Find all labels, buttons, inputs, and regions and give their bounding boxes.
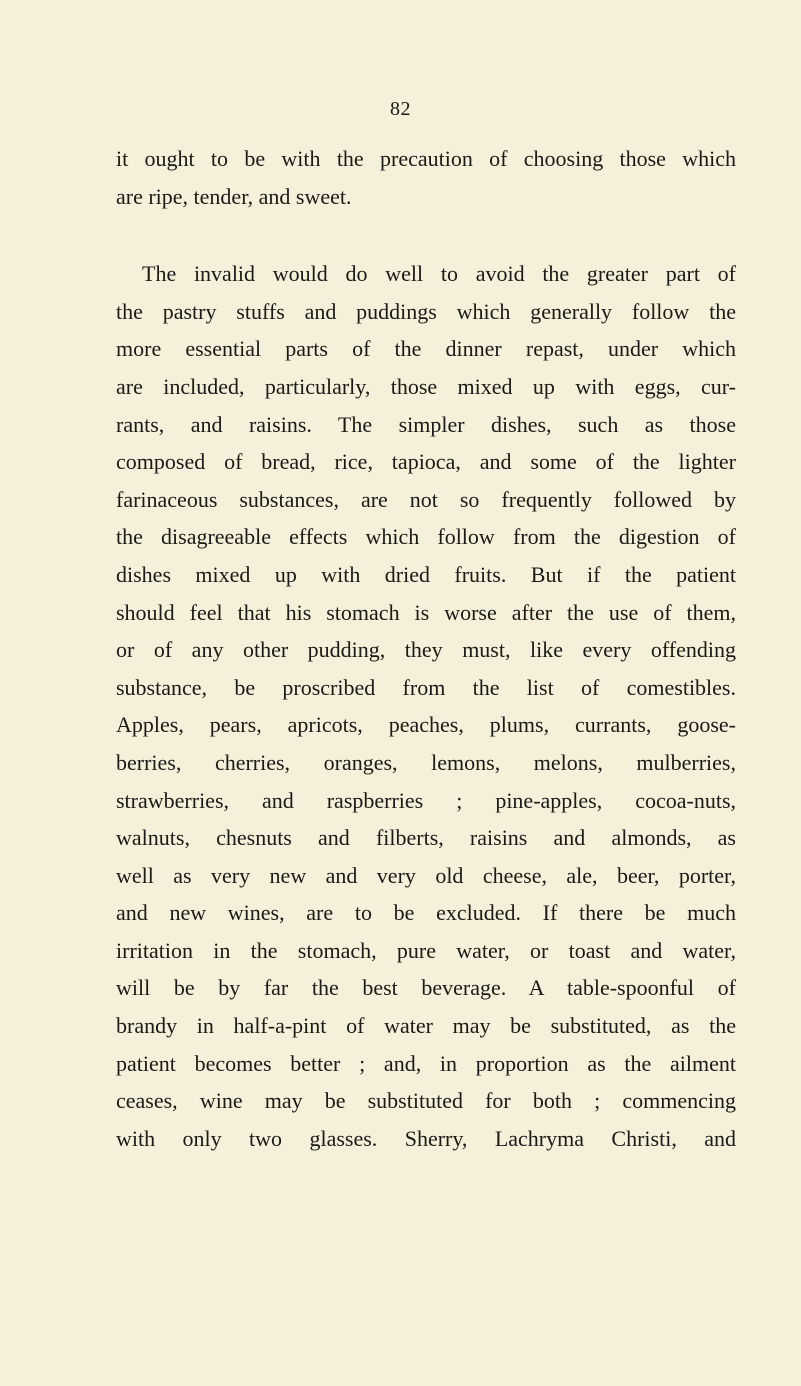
text-line: composed of bread, rice, tapioca, and some of the lighter	[116, 449, 736, 475]
text-line: berries, cherries, oranges, lemons, melons, mulberries,	[116, 749, 736, 775]
text-line: dishes mixed up with dried fruits. But if the patient	[116, 561, 736, 587]
text-line: should feel that his stomach is worse after the use of them,	[116, 599, 736, 625]
text-line: it ought to be with the precaution of choosing those which	[116, 146, 736, 171]
text-line: well as very new and very old cheese, ale, beer, porter,	[116, 862, 736, 888]
page-number: 82	[390, 98, 411, 120]
paragraph-2	[116, 255, 736, 1157]
text-line: will be by far the best beverage. A table-spoonful of	[116, 975, 736, 1001]
text-line: walnuts, chesnuts and filberts, raisins and almonds, as	[116, 825, 736, 851]
text-line: are ripe, tender, and sweet.	[116, 183, 352, 209]
text-line: are included, particularly, those mixed up with eggs, cur-	[116, 373, 736, 399]
text-line: and new wines, are to be excluded. If there be much	[116, 900, 736, 926]
text-line: The invalid would do well to avoid the greater part of	[142, 261, 736, 287]
text-line: farinaceous substances, are not so frequently followed by	[116, 486, 736, 512]
text-line: with only two glasses. Sherry, Lachryma Christi, and	[116, 1125, 736, 1151]
text-line: ceases, wine may be substituted for both ; commencing	[116, 1088, 736, 1114]
text-line: Apples, pears, apricots, peaches, plums, currants, goose-	[116, 712, 736, 738]
paragraph-1	[116, 140, 736, 215]
body-text	[116, 140, 736, 1157]
text-line: rants, and raisins. The simpler dishes, such as those	[116, 411, 736, 437]
text-line: the pastry stuffs and puddings which generally follow the	[116, 298, 736, 324]
paragraph-spacing	[116, 215, 736, 255]
text-line: strawberries, and raspberries ; pine-apples, cocoa-nuts,	[116, 787, 736, 813]
text-line: substance, be proscribed from the list of comestibles.	[116, 674, 736, 700]
text-line: the disagreeable effects which follow from the digestion of	[116, 524, 736, 550]
text-line: more essential parts of the dinner repast, under which	[116, 336, 736, 362]
text-line: patient becomes better ; and, in proportion as the ailment	[116, 1050, 736, 1076]
text-line: or of any other pudding, they must, like every offending	[116, 637, 736, 663]
text-line: brandy in half-a-pint of water may be substituted, as the	[116, 1013, 736, 1039]
text-line: irritation in the stomach, pure water, or toast and water,	[116, 937, 736, 963]
